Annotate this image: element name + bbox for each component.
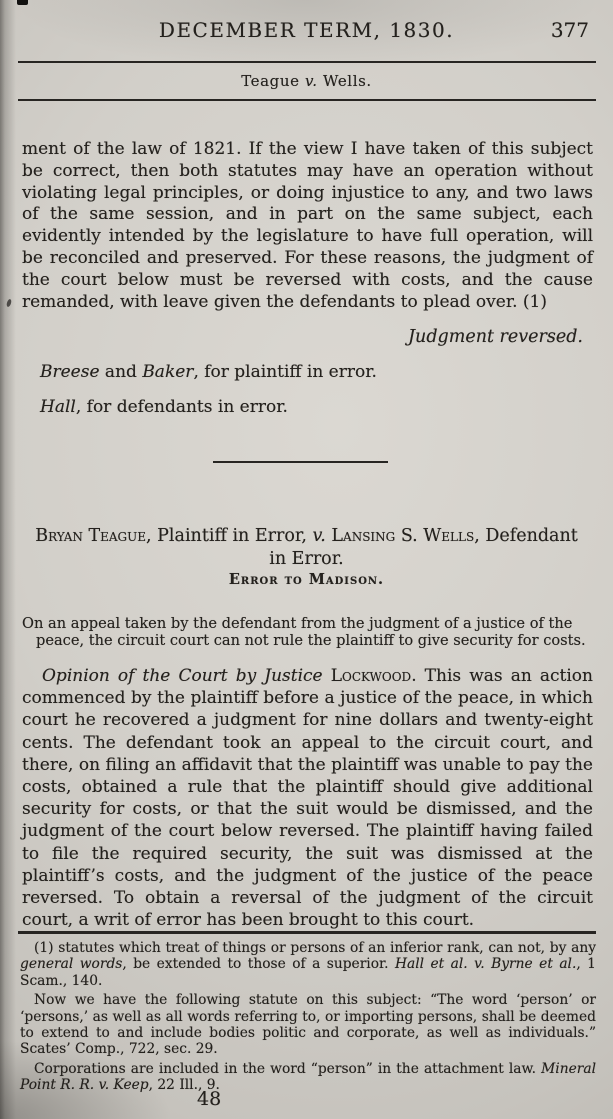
- prior-opinion-closing-paragraph: ment of the law of 1821. If the view I have taken of this subject be correct, then both statutes may have an operation without violating legal principles, or doing injustice to any, and two laws of the same session, and in part on the same subject, each evidently intended by the legislature to have full operation, will be reconciled and preserved. For these reasons, the judgment of the court below must be reversed with costs, and the cause remanded, with leave given the defendants to plead over. (1): [22, 139, 593, 312]
- scan-artifact-top-mark: [17, 0, 28, 5]
- footnote-1-case-cite: Hall et al. v. Byrne et al.: [394, 956, 577, 973]
- footnote-3-text: Corporations are included in the word “person” in the attachment law.: [34, 1060, 542, 1077]
- page-number: 377: [550, 18, 589, 42]
- caption-plaintiff-role: , Plaintiff in Error,: [146, 525, 313, 546]
- scan-artifact-margin-mark: [6, 299, 12, 308]
- footnote-1-text: (1) statutes which treat of things or persons of an inferior rank, can not, by any: [34, 940, 596, 956]
- case-caption: [30, 525, 583, 572]
- counsel-role-defendant: , for defendants in error.: [75, 397, 288, 417]
- footnote-2: Now we have the following statute on this subject: “The word ‘person’ or ‘persons,’ as well as all words referring to, or importing persons, shall be deemed to extend to and include bodies politic and corporate, as well as individuals.” Scates’ Comp., 722, sec. 29.: [20, 992, 596, 1058]
- opinion-body-text: . This was an action commenced by the plaintiff before a justice of the peace, in which court he recovered a judgment for nine dollars and twenty-eight cents. The defendant took an appeal to the circuit court, and there, on filing an affidavit that the plaintiff was unable to pay the costs, obtained a rule that the plaintiff should give additional security for costs, or that the suit would be dismissed, and the judgment of the court below reversed. The plaintiff having failed to file the required security, the suit was dismissed at the plaintiff’s costs, and the judgment of the justice of the peace reversed. To obtain a reversal of the judgment of the circuit court, a writ of error has been brought to this court.: [22, 666, 593, 931]
- footnote-3: [20, 1061, 596, 1094]
- error-to-county-heading: Error to Madison.: [228, 571, 385, 588]
- footnote-1-emphasis: general words: [20, 956, 123, 973]
- caption-plaintiff-name: Bryan Teague: [35, 525, 147, 546]
- footnote-separator-rule: [18, 931, 596, 934]
- counsel-line-defendant: [40, 397, 288, 417]
- footnote-3-case-cite: Mineral Point R. R. v. Keep: [20, 1060, 596, 1094]
- running-head-case-name: [0, 72, 613, 90]
- page-header-title: DECEMBER TERM, 1830.: [158, 18, 455, 42]
- opinion-paragraph: [22, 665, 593, 931]
- printer-signature-mark: 48: [197, 1088, 222, 1110]
- counsel-conjunction: and: [99, 362, 143, 382]
- counsel-name-breese: Breese: [40, 362, 100, 382]
- judgment-line: Judgment reversed.: [408, 327, 583, 347]
- footnote-1: [20, 940, 596, 989]
- running-head-versus: v.: [305, 72, 318, 90]
- footnote-3-reporter-cite: , 22 Ill., 9.: [148, 1077, 220, 1094]
- footnote-1-text-2: , be extended to those of a superior.: [122, 956, 395, 973]
- counsel-role-plaintiff: , for plaintiff in error.: [193, 362, 377, 382]
- counsel-name-baker: Baker: [142, 362, 194, 382]
- running-head-defendant: Wells.: [317, 72, 372, 90]
- opinion-justice-name: Lockwood: [330, 666, 412, 686]
- running-head-plaintiff: Teague: [241, 72, 305, 90]
- caption-defendant-name: Lansing S. Wells: [325, 525, 475, 546]
- counsel-line-plaintiff: [40, 362, 377, 382]
- case-separator-rule: [213, 461, 388, 463]
- caption-defendant-role: , Defendant in Error.: [269, 525, 578, 569]
- caption-versus: v.: [312, 525, 326, 546]
- syllabus-paragraph: On an appeal taken by the defendant from the judgment of a justice of the peace, the circuit court can not rule the plaintiff to give security for costs.: [22, 614, 586, 650]
- footnote-1-reporter-cite: , 1 Scam., 140.: [20, 956, 596, 989]
- opinion-lead-in: Opinion of the Court by Justice: [42, 666, 331, 686]
- header-rule-top: [18, 61, 596, 63]
- header-rule-bottom: [18, 99, 596, 101]
- counsel-name-hall: Hall: [40, 397, 76, 417]
- footnotes-block: [20, 940, 596, 1097]
